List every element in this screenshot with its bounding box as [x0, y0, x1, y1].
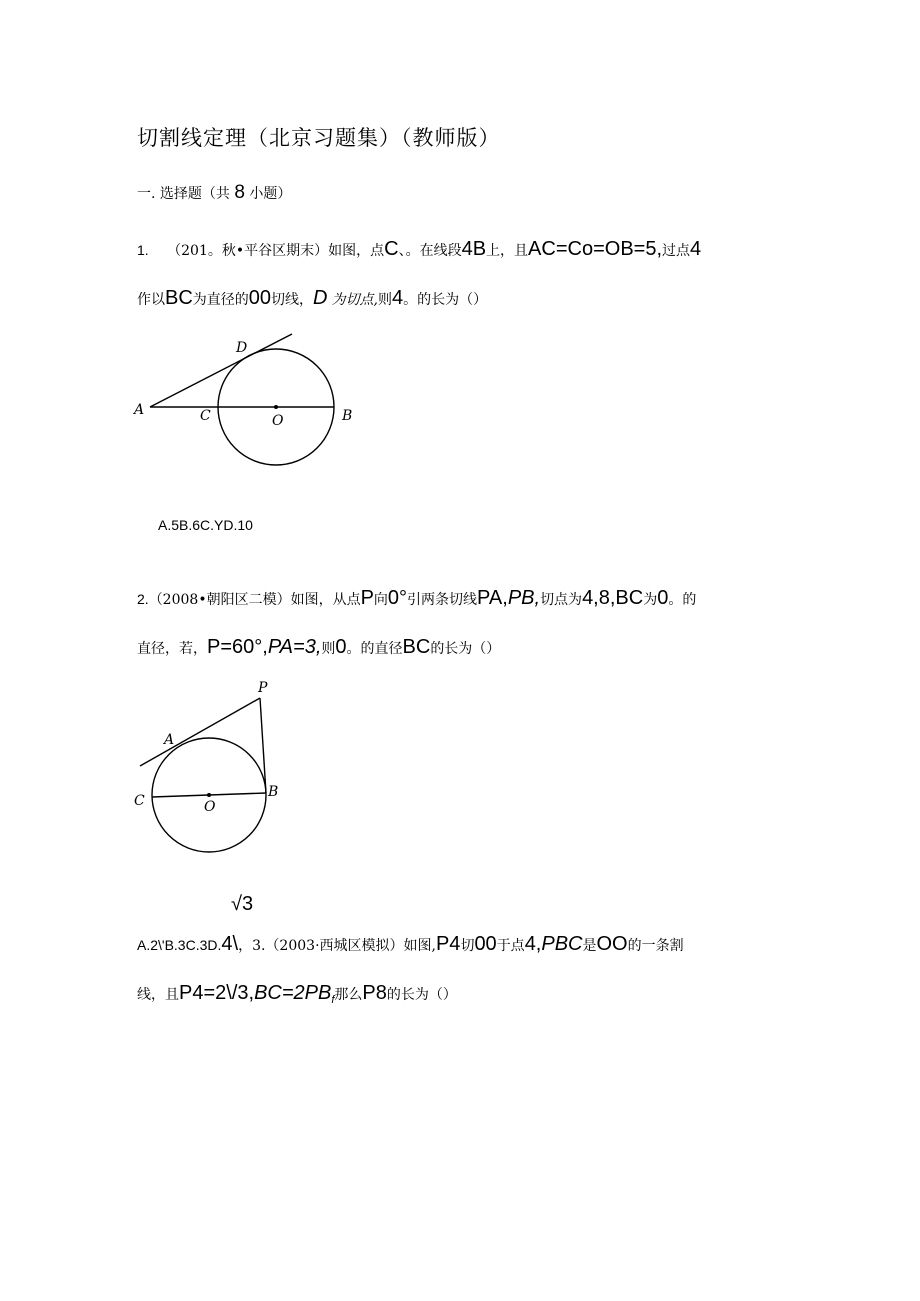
- q2-length-pa: PA=3,: [267, 636, 322, 658]
- q3-text-1: 切: [460, 938, 475, 954]
- q3-circle-o: 00: [474, 933, 497, 955]
- q1-point-a: 4: [690, 238, 702, 260]
- q2-sqrt-three: √3: [231, 893, 254, 915]
- q2-line-1: [137, 587, 696, 610]
- q1-segment-ab: 4B: [461, 238, 487, 260]
- section-prefix: 一. 选择题（共: [137, 186, 230, 202]
- q3-subscript: f: [331, 993, 335, 1006]
- q1-figure: [130, 328, 370, 473]
- q3-line-2: [137, 982, 457, 1006]
- q2-figure: [128, 676, 298, 861]
- q2-options: A.2\'B.3C.3D.: [137, 937, 222, 953]
- q3-secant-pbc: PBC: [541, 933, 583, 955]
- q3-circle-oo: OO: [596, 933, 628, 955]
- q1-segment-ad: 4: [391, 287, 404, 309]
- q1-diameter-bc: BC: [165, 287, 193, 309]
- q2-tangent-pb: PB,: [507, 587, 541, 609]
- q1-label-c: C: [200, 408, 211, 424]
- q1-equation: AC=Co=OB=5,: [528, 238, 663, 260]
- q1-text-6: 切线，: [271, 292, 314, 308]
- q1-text-9: 。的长为（）: [403, 292, 488, 308]
- q2-text-4: 为: [643, 592, 658, 608]
- q1-text-2: 上，且: [486, 243, 529, 259]
- q1-point-c: C: [384, 238, 399, 260]
- q2-tangent-pa-line: [140, 698, 260, 766]
- q3-sep: ，: [238, 938, 253, 954]
- q1-text-8: 则: [377, 292, 392, 308]
- section-count: 8: [234, 182, 245, 203]
- q3-text-6: 那么: [334, 987, 363, 1003]
- q2-angle-p: P=60°,: [207, 636, 268, 658]
- q1-point-d: D: [313, 287, 328, 309]
- q3-text-4: 的一条割: [627, 938, 684, 954]
- q3-source: 3.（2003·西城区模拟）如图,: [252, 938, 436, 954]
- q3-segment-pb: P8: [362, 982, 387, 1004]
- q2-label-o: O: [204, 799, 216, 815]
- q2-text-5: 。的: [668, 592, 697, 608]
- q3-line-1: [137, 933, 684, 956]
- q3-tangent-pa: P4: [435, 933, 461, 955]
- q2-circle-o-3: 0: [335, 636, 347, 658]
- page-title: 切割线定理（北京习题集）（教师版）: [137, 126, 501, 150]
- q3-text-5: 线，且: [137, 987, 179, 1003]
- q1-text-4: 作以: [137, 292, 165, 308]
- q3-text-2: 于点: [496, 938, 525, 954]
- q1-line-2: [137, 287, 487, 310]
- q2-circle-o: 0°: [387, 587, 408, 609]
- q1-label-a: A: [134, 402, 145, 418]
- q1-text-5: 为直径的: [192, 292, 249, 308]
- q2-point-p: P: [360, 587, 374, 609]
- q3-equation-pa: P4=2: [179, 982, 227, 1004]
- q2-tangent-pa: PA,: [477, 587, 508, 609]
- q2-diameter-bc: BC: [402, 636, 431, 658]
- q1-label-d: D: [236, 340, 248, 356]
- q3-text-3: 是: [582, 938, 597, 954]
- q2-circle-o-2: 0: [657, 587, 669, 609]
- q3-point-a: 4,: [524, 933, 542, 955]
- q3-sqrt-sign: \/: [226, 982, 238, 1004]
- section-heading: [137, 182, 291, 204]
- q2-points-ab: 4,8,BC: [582, 587, 644, 609]
- q2-center-dot: [207, 793, 211, 797]
- q2-label-c: C: [134, 793, 145, 809]
- q2-text-3: 切点为: [540, 592, 583, 608]
- q1-label-o: O: [272, 413, 284, 429]
- q2-text-1: 向: [373, 592, 388, 608]
- q2-label-p: P: [258, 680, 268, 696]
- q2-text-6: 直径，若，: [137, 641, 207, 657]
- q2-line-2: [137, 636, 500, 659]
- q1-label-b: B: [342, 408, 353, 424]
- q1-number: 1.: [137, 242, 149, 258]
- q2-label-a: A: [164, 732, 175, 748]
- q1-text-7: 为切点,: [331, 292, 378, 308]
- q2-text-2: 引两条切线: [407, 592, 478, 608]
- q1-text-1: 、。在线段: [398, 243, 462, 259]
- q2-number: 2.: [137, 591, 149, 607]
- q3-equation-pa-2: 3,: [237, 982, 255, 1004]
- q1-center-dot: [274, 405, 278, 409]
- q1-options: A.5B.6C.YD.10: [158, 517, 253, 533]
- q2-text-9: 的长为（）: [430, 641, 501, 657]
- section-suffix: 小题）: [249, 186, 292, 202]
- q2-source: （2008•朝阳区二模）如图，从点: [148, 592, 361, 608]
- q2-option-d: 4\: [221, 933, 239, 955]
- q1-tangent-line: [150, 334, 292, 407]
- q3-text-7: 的长为（）: [386, 987, 457, 1003]
- q1-circle-o: 00: [248, 287, 272, 309]
- q2-label-b: B: [268, 784, 279, 800]
- q1-text-3: 过点: [662, 243, 691, 259]
- q1-source: （201。秋•平谷区期末）如图，点: [167, 243, 385, 259]
- q1-line-1: [137, 238, 701, 261]
- q2-text-7: 则: [321, 641, 336, 657]
- q3-equation-bc: BC=2PB: [254, 982, 332, 1004]
- q2-text-8: 。的直径: [346, 641, 403, 657]
